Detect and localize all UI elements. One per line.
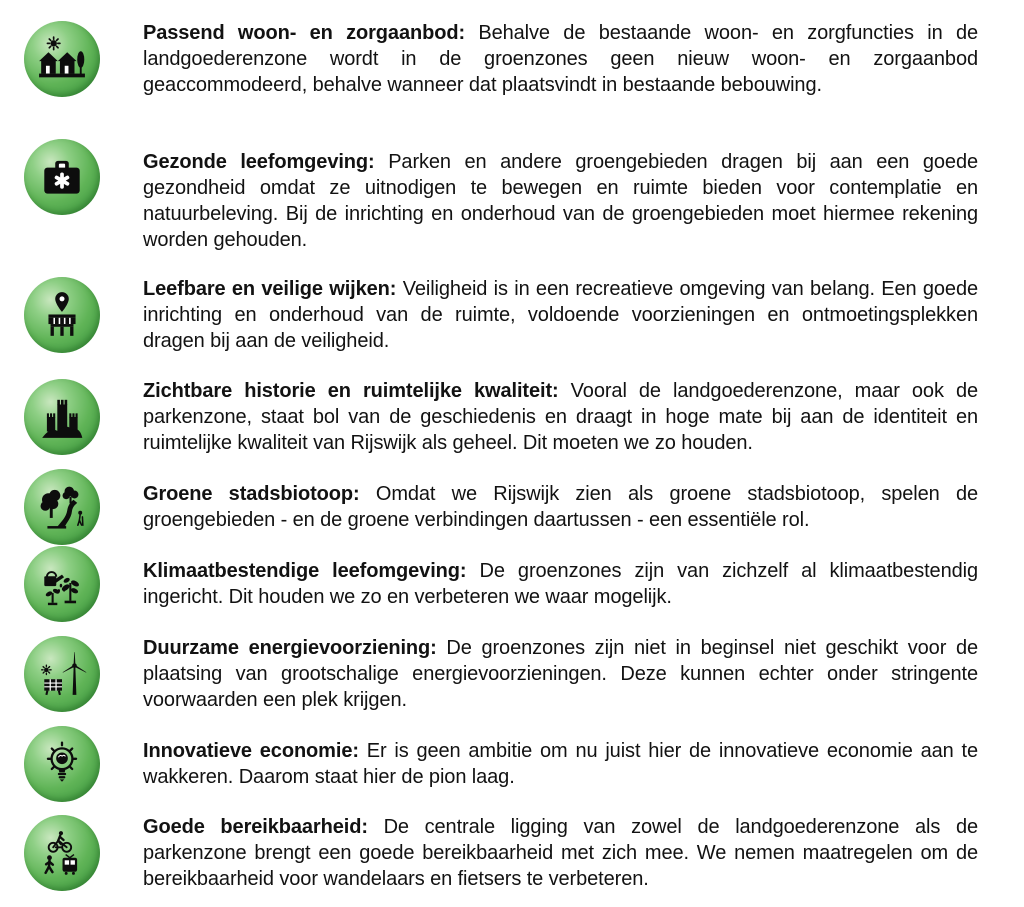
trees-path-icon — [24, 469, 100, 545]
item-title: Klimaatbestendige leefomgeving: — [143, 560, 467, 582]
houses-sun-icon — [24, 21, 100, 97]
item-body: Veiligheid is in een recreatieve omgeving van belang. Een goede inrichting en onderhoud van de ruimte, voldoende voorzieningen en ontmoetingsplekken dragen bij aan de veiligheid. — [143, 278, 978, 352]
item-text — [143, 20, 978, 98]
bicycle-pedestrian-tram-icon — [24, 815, 100, 891]
item-title: Groene stadsbiotoop: — [143, 483, 360, 505]
item-title: Goede bereikbaarheid: — [143, 816, 368, 838]
lightbulb-brain-icon — [24, 726, 100, 802]
list-item — [24, 149, 978, 253]
item-title: Gezonde leefomgeving: — [143, 151, 375, 173]
item-body: Omdat we Rijswijk zien als groene stadsbiotoop, spelen de groengebieden - en de groene verbindingen daartussen - een essentiële rol. — [143, 483, 978, 531]
item-body: Er is geen ambitie om nu juist hier de innovatieve economie aan te wakkeren. Daarom staat hier de pion laag. — [143, 740, 978, 788]
item-body: Parken en andere groengebieden dragen bij aan een goede gezondheid omdat ze uitnodigen te bewegen en ruimte bieden voor contemplatie en natuurbeleving. Bij de inrichting en onderhoud van de groengebieden moet hiermee rekening worden gehouden. — [143, 151, 978, 251]
item-text — [143, 814, 978, 892]
item-text — [143, 481, 978, 533]
item-text — [143, 276, 978, 354]
castle-icon — [24, 379, 100, 455]
wind-turbine-solar-icon — [24, 636, 100, 712]
watering-can-plants-icon — [24, 546, 100, 622]
list-item — [24, 378, 978, 456]
list-item — [24, 546, 978, 622]
list-item — [24, 635, 978, 713]
item-body: De centrale ligging van zowel de landgoederenzone als de parkenzone brengt een goede bereikbaarheid met zich mee. We nemen maatregelen om de bereikbaarheid voor wandelaars en fietsers te verbeteren. — [143, 816, 978, 890]
item-body: Vooral de landgoederenzone, maar ook de parkenzone, staat bol van de geschiedenis en draagt in hoge mate bij aan de identiteit en ruimtelijke kwaliteit van Rijswijk als geheel. Dit moeten we zo houden. — [143, 380, 978, 454]
item-title: Innovatieve economie: — [143, 740, 359, 762]
item-title: Passend woon- en zorgaanbod: — [143, 22, 466, 44]
list-item — [24, 469, 978, 545]
item-body: De groenzones zijn van zichzelf al klimaatbestendig ingericht. Dit houden we zo en verbeteren we waar mogelijk. — [143, 560, 978, 608]
item-text — [143, 558, 978, 610]
item-text — [143, 149, 978, 253]
item-text — [143, 378, 978, 456]
list-item — [24, 814, 978, 892]
item-body: De groenzones zijn niet in beginsel niet geschikt voor de plaatsing van grootschalige energievoorzieningen. Deze kunnen echter onder stringente voorwaarden een plek krijgen. — [143, 637, 978, 711]
item-body: Behalve de bestaande woon- en zorgfuncties in de landgoederenzone wordt in de groenzones geen nieuw woon- en zorgaanbod geaccommodeerd, behalve wanneer dat plaatsvindt in bestaande bebouwing. — [143, 22, 978, 96]
map-pin-storefront-icon — [24, 277, 100, 353]
list-item — [24, 20, 978, 98]
list-item — [24, 726, 978, 802]
item-text — [143, 738, 978, 790]
item-text — [143, 635, 978, 713]
item-title: Zichtbare historie en ruimtelijke kwaliteit: — [143, 380, 559, 402]
item-title: Duurzame energievoorziening: — [143, 637, 437, 659]
first-aid-kit-icon — [24, 139, 100, 215]
list-item — [24, 276, 978, 354]
item-title: Leefbare en veilige wijken: — [143, 278, 397, 300]
